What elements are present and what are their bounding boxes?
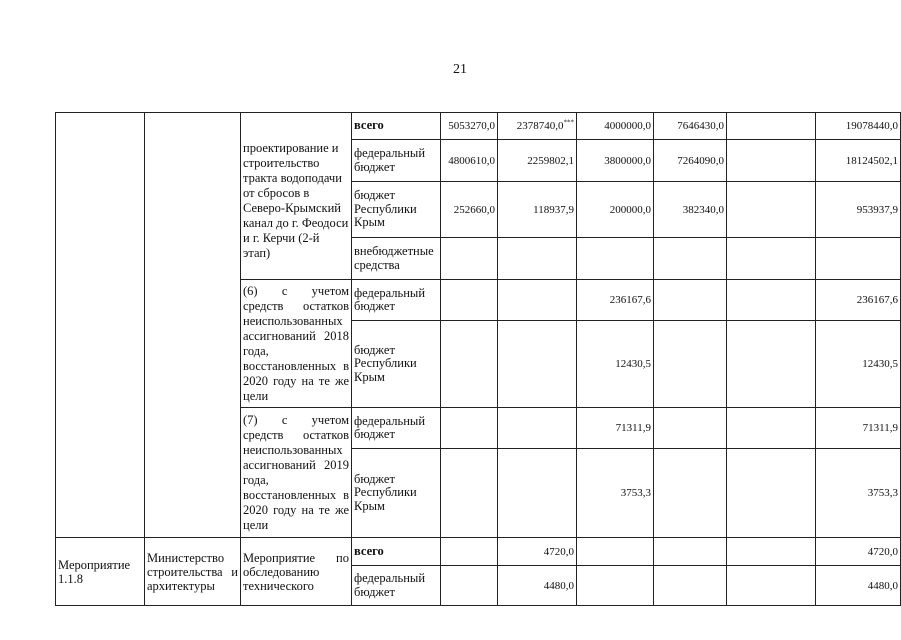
- value-cell: 4800610,0: [441, 140, 498, 182]
- value-cell: [498, 113, 577, 140]
- value-cell: [577, 566, 654, 606]
- value-cell: [654, 238, 727, 280]
- page-number: 21: [453, 62, 467, 77]
- value-cell: [577, 238, 654, 280]
- source-cell: федеральный бюджет: [352, 280, 441, 321]
- value-cell: 4720,0: [498, 538, 577, 566]
- source-cell: всего: [352, 113, 441, 140]
- value-cell: 118937,9: [498, 182, 577, 238]
- event-cell: (7) с учетом средств остатков неиспользованных ассигнований 2019 года, восстановленных в 2020 году на те же цели: [241, 408, 352, 538]
- table-row: [56, 538, 901, 566]
- value-cell: [441, 449, 498, 538]
- value-cell: [498, 238, 577, 280]
- value-cell: 382340,0: [654, 182, 727, 238]
- value-cell: [727, 113, 816, 140]
- executor-cell-empty: [145, 113, 241, 538]
- value-cell: 5053270,0: [441, 113, 498, 140]
- value-cell: 71311,9: [577, 408, 654, 449]
- value-cell: 7264090,0: [654, 140, 727, 182]
- source-cell: всего: [352, 538, 441, 566]
- total-cell: 12430,5: [816, 321, 901, 408]
- value-cell: [498, 280, 577, 321]
- value-cell: [727, 566, 816, 606]
- value-text: 2378740,0: [516, 120, 564, 132]
- value-cell: [727, 538, 816, 566]
- total-cell: 71311,9: [816, 408, 901, 449]
- total-cell: 19078440,0: [816, 113, 901, 140]
- value-cell: [577, 538, 654, 566]
- budget-table: [55, 112, 901, 606]
- total-cell: 18124502,1: [816, 140, 901, 182]
- value-cell: [441, 321, 498, 408]
- value-cell: [727, 321, 816, 408]
- value-cell: 3753,3: [577, 449, 654, 538]
- table-row: [56, 113, 901, 140]
- value-cell: [727, 449, 816, 538]
- footnote-mark: ***: [563, 118, 574, 127]
- value-cell: [441, 280, 498, 321]
- value-cell: [441, 238, 498, 280]
- source-cell: федеральный бюджет: [352, 140, 441, 182]
- total-cell: 236167,6: [816, 280, 901, 321]
- value-cell: [654, 449, 727, 538]
- total-cell: 953937,9: [816, 182, 901, 238]
- source-cell: внебюджетные средства: [352, 238, 441, 280]
- value-cell: 4000000,0: [577, 113, 654, 140]
- event-cell: проектирование и строительство тракта водоподачи от сбросов в Северо-Крымский канал до г. Феодоси и г. Керчи (2-й этап): [241, 113, 352, 280]
- event-cell: Мероприятие по обследованию технического: [241, 538, 352, 606]
- total-cell: 3753,3: [816, 449, 901, 538]
- value-cell: [654, 321, 727, 408]
- value-cell: [654, 566, 727, 606]
- source-cell: федеральный бюджет: [352, 566, 441, 606]
- source-cell: федеральный бюджет: [352, 408, 441, 449]
- value-cell: 200000,0: [577, 182, 654, 238]
- value-cell: 12430,5: [577, 321, 654, 408]
- value-cell: 252660,0: [441, 182, 498, 238]
- value-cell: [441, 408, 498, 449]
- total-cell: [816, 238, 901, 280]
- value-cell: [498, 408, 577, 449]
- value-cell: 4480,0: [498, 566, 577, 606]
- event-code-cell: Мероприятие 1.1.8: [56, 538, 145, 606]
- value-cell: [727, 140, 816, 182]
- value-cell: [654, 408, 727, 449]
- total-cell: 4480,0: [816, 566, 901, 606]
- value-cell: [727, 408, 816, 449]
- value-cell: [727, 238, 816, 280]
- value-cell: [654, 538, 727, 566]
- source-cell: бюджет Республики Крым: [352, 449, 441, 538]
- source-cell: бюджет Республики Крым: [352, 182, 441, 238]
- total-cell: 4720,0: [816, 538, 901, 566]
- value-cell: [727, 182, 816, 238]
- value-cell: 3800000,0: [577, 140, 654, 182]
- value-cell: [498, 449, 577, 538]
- executor-cell: Министерство строительства и архитектуры: [145, 538, 241, 606]
- value-cell: [441, 566, 498, 606]
- value-cell: [727, 280, 816, 321]
- value-cell: 236167,6: [577, 280, 654, 321]
- value-cell: [654, 280, 727, 321]
- source-cell: бюджет Республики Крым: [352, 321, 441, 408]
- value-cell: [441, 538, 498, 566]
- value-cell: [498, 321, 577, 408]
- event-cell: (6) с учетом средств остатков неиспользованных ассигнований 2018 года, восстановленных в 2020 году на те же цели: [241, 280, 352, 408]
- code-cell-empty: [56, 113, 145, 538]
- value-cell: 2259802,1: [498, 140, 577, 182]
- value-cell: 7646430,0: [654, 113, 727, 140]
